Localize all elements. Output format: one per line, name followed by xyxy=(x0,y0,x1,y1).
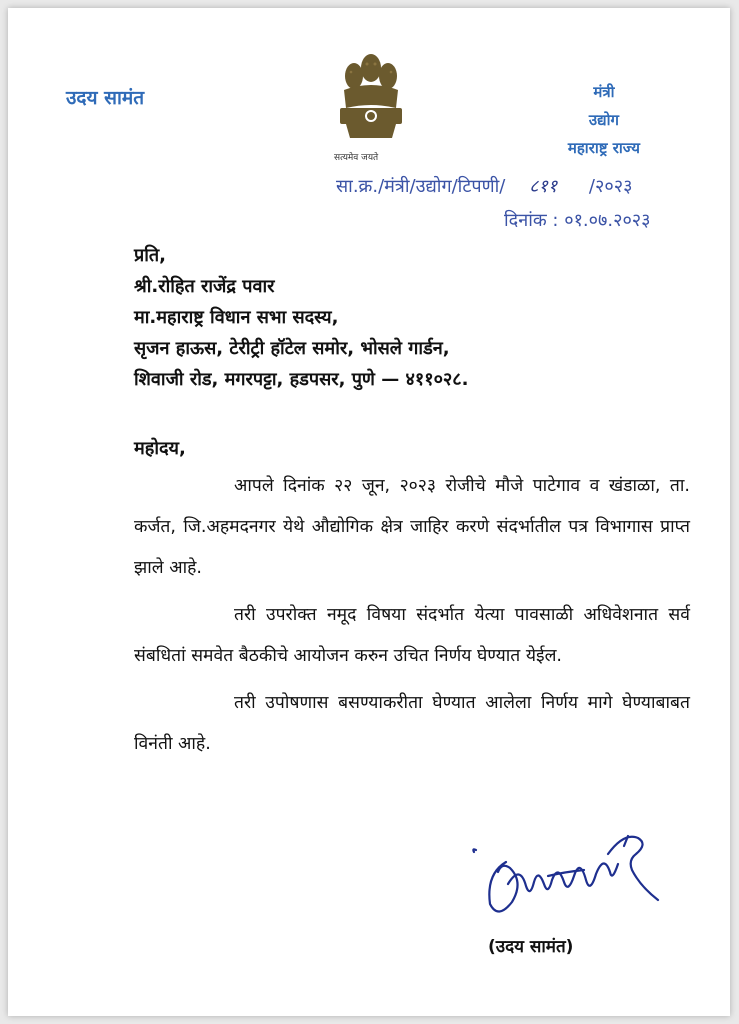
letter-page xyxy=(8,8,730,1016)
recipient-address xyxy=(134,240,468,395)
address-line: शिवाजी रोड, मगरपट्टा, हडपसर, पुणे — ४११०२८. xyxy=(134,369,469,390)
sender-name: उदय सामंत xyxy=(66,87,145,109)
reference-number xyxy=(336,174,632,198)
letter-body xyxy=(134,466,690,771)
signatory-name: (उदय सामंत) xyxy=(488,937,574,957)
emblem-motto: सत्यमेव जयते xyxy=(334,153,379,163)
reference-year: /२०२३ xyxy=(588,176,633,197)
designation-state: महाराष्ट्र राज्य xyxy=(567,139,640,157)
address-line: प्रति, xyxy=(134,245,167,266)
signature-image xyxy=(468,824,668,929)
reference-handwritten-number: ८११ xyxy=(529,176,558,197)
body-paragraph: तरी उपरोक्त नमूद विषया संदर्भात येत्या पावसाळी अधिवेशनात सर्व संबधितां समवेत बैठकीचे आयोजन करुन उचित निर्णय घेण्यात येईल. xyxy=(134,605,690,666)
body-paragraph: तरी उपोषणास बसण्याकरीता घेण्यात आलेला निर्णय मागे घेण्याबाबत विनंती आहे. xyxy=(134,693,690,754)
address-line: श्री.रोहित राजेंद्र पवार xyxy=(134,276,275,297)
designation-title: मंत्री xyxy=(593,83,615,101)
designation-block xyxy=(568,78,640,162)
address-line: सृजन हाऊस, टेरीट्री हॉटेल समोर, भोसले गार्डन, xyxy=(134,338,450,359)
reference-prefix: सा.क्र./मंत्री/उद्योग/टिपणी/ xyxy=(336,176,506,197)
salutation: महोदय, xyxy=(134,438,186,459)
designation-department: उद्योग xyxy=(588,111,619,129)
letter-date: दिनांक : ०१.०७.२०२३ xyxy=(504,210,651,231)
address-line: मा.महाराष्ट्र विधान सभा सदस्य, xyxy=(134,307,339,328)
body-paragraph: आपले दिनांक २२ जून, २०२३ रोजीचे मौजे पाटेगाव व खंडाळा, ता. कर्जत, जि.अहमदनगर येथे औद्योगिक क्षेत्र जाहिर करणे संदर्भातील पत्र विभागास प्राप्त झाले आहे. xyxy=(134,476,690,578)
